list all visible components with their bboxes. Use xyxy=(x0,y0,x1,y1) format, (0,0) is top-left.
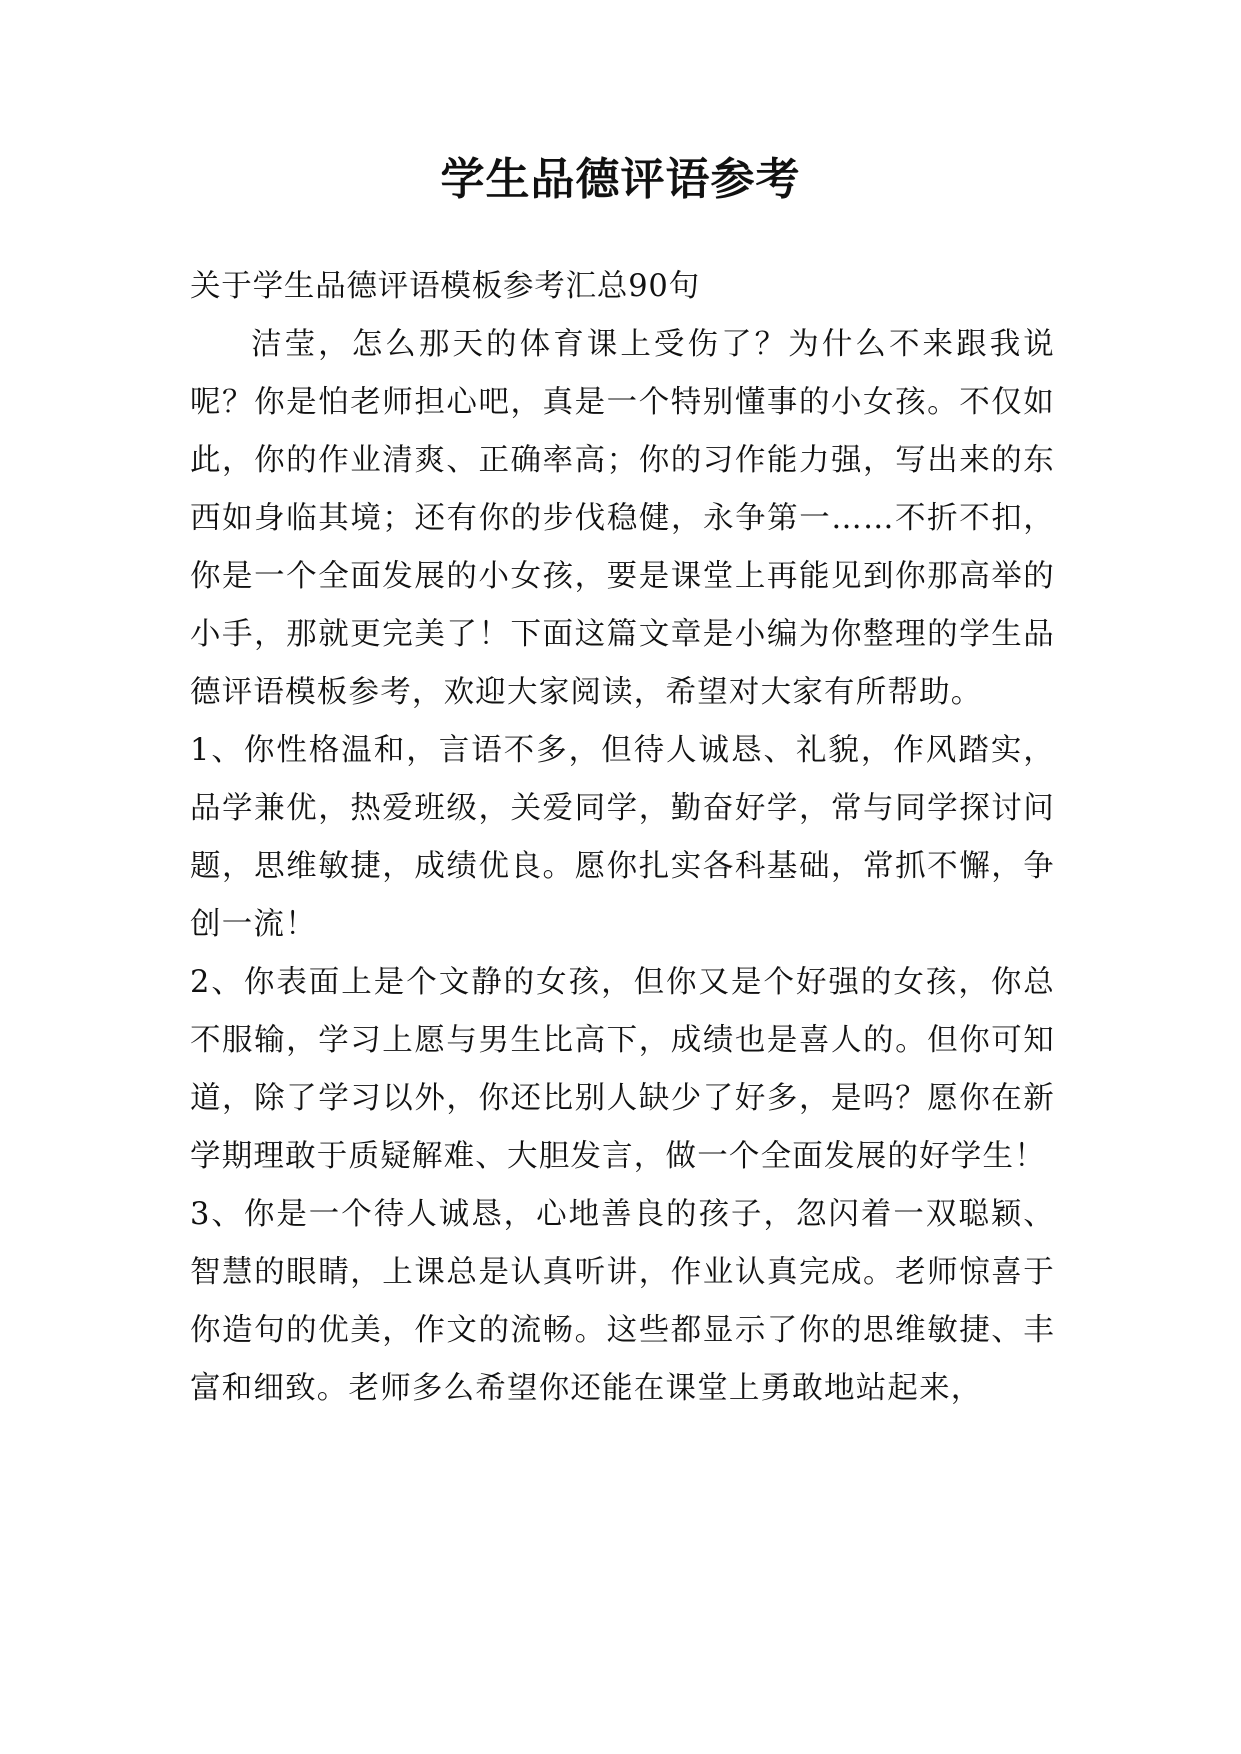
document-title: 学生品德评语参考 xyxy=(440,154,801,205)
comment-item-1: 1、你性格温和，言语不多，但待人诚恳、礼貌，作风踏实，品学兼优，热爱班级，关爱同学，勤奋好学，常与同学探讨问题，思维敏捷，成绩优良。愿你扎实各科基础，常抓不懈，争创一流！ xyxy=(190,733,1055,942)
intro-paragraph: 洁莹，怎么那天的体育课上受伤了？为什么不来跟我说呢？你是怕老师担心吧，真是一个特别懂事的小女孩。不仅如此，你的作业清爽、正确率高；你的习作能力强，写出来的东西如身临其境；还有你的步伐稳健，永争第一……不折不扣，你是一个全面发展的小女孩，要是课堂上再能见到你那高举的小手，那就更完美了！下面这篇文章是小编为你整理的学生品德评语模板参考，欢迎大家阅读，希望对大家有所帮助。 xyxy=(190,327,1055,710)
comment-item-2: 2、你表面上是个文静的女孩，但你又是个好强的女孩，你总不服输，学习上愿与男生比高下，成绩也是喜人的。但你可知道，除了学习以外，你还比别人缺少了好多，是吗？愿你在新学期理敢于质疑解难、大胆发言，做一个全面发展的好学生！ xyxy=(190,965,1055,1174)
document-body xyxy=(190,258,1055,1418)
document-subtitle: 关于学生品德评语模板参考汇总90句 xyxy=(190,269,700,304)
comment-item-3: 3、你是一个待人诚恳，心地善良的孩子，忽闪着一双聪颖、智慧的眼睛，上课总是认真听讲，作业认真完成。老师惊喜于你造句的优美，作文的流畅。这些都显示了你的思维敏捷、丰富和细致。老师多么希望你还能在课堂上勇敢地站起来， xyxy=(190,1197,1055,1406)
